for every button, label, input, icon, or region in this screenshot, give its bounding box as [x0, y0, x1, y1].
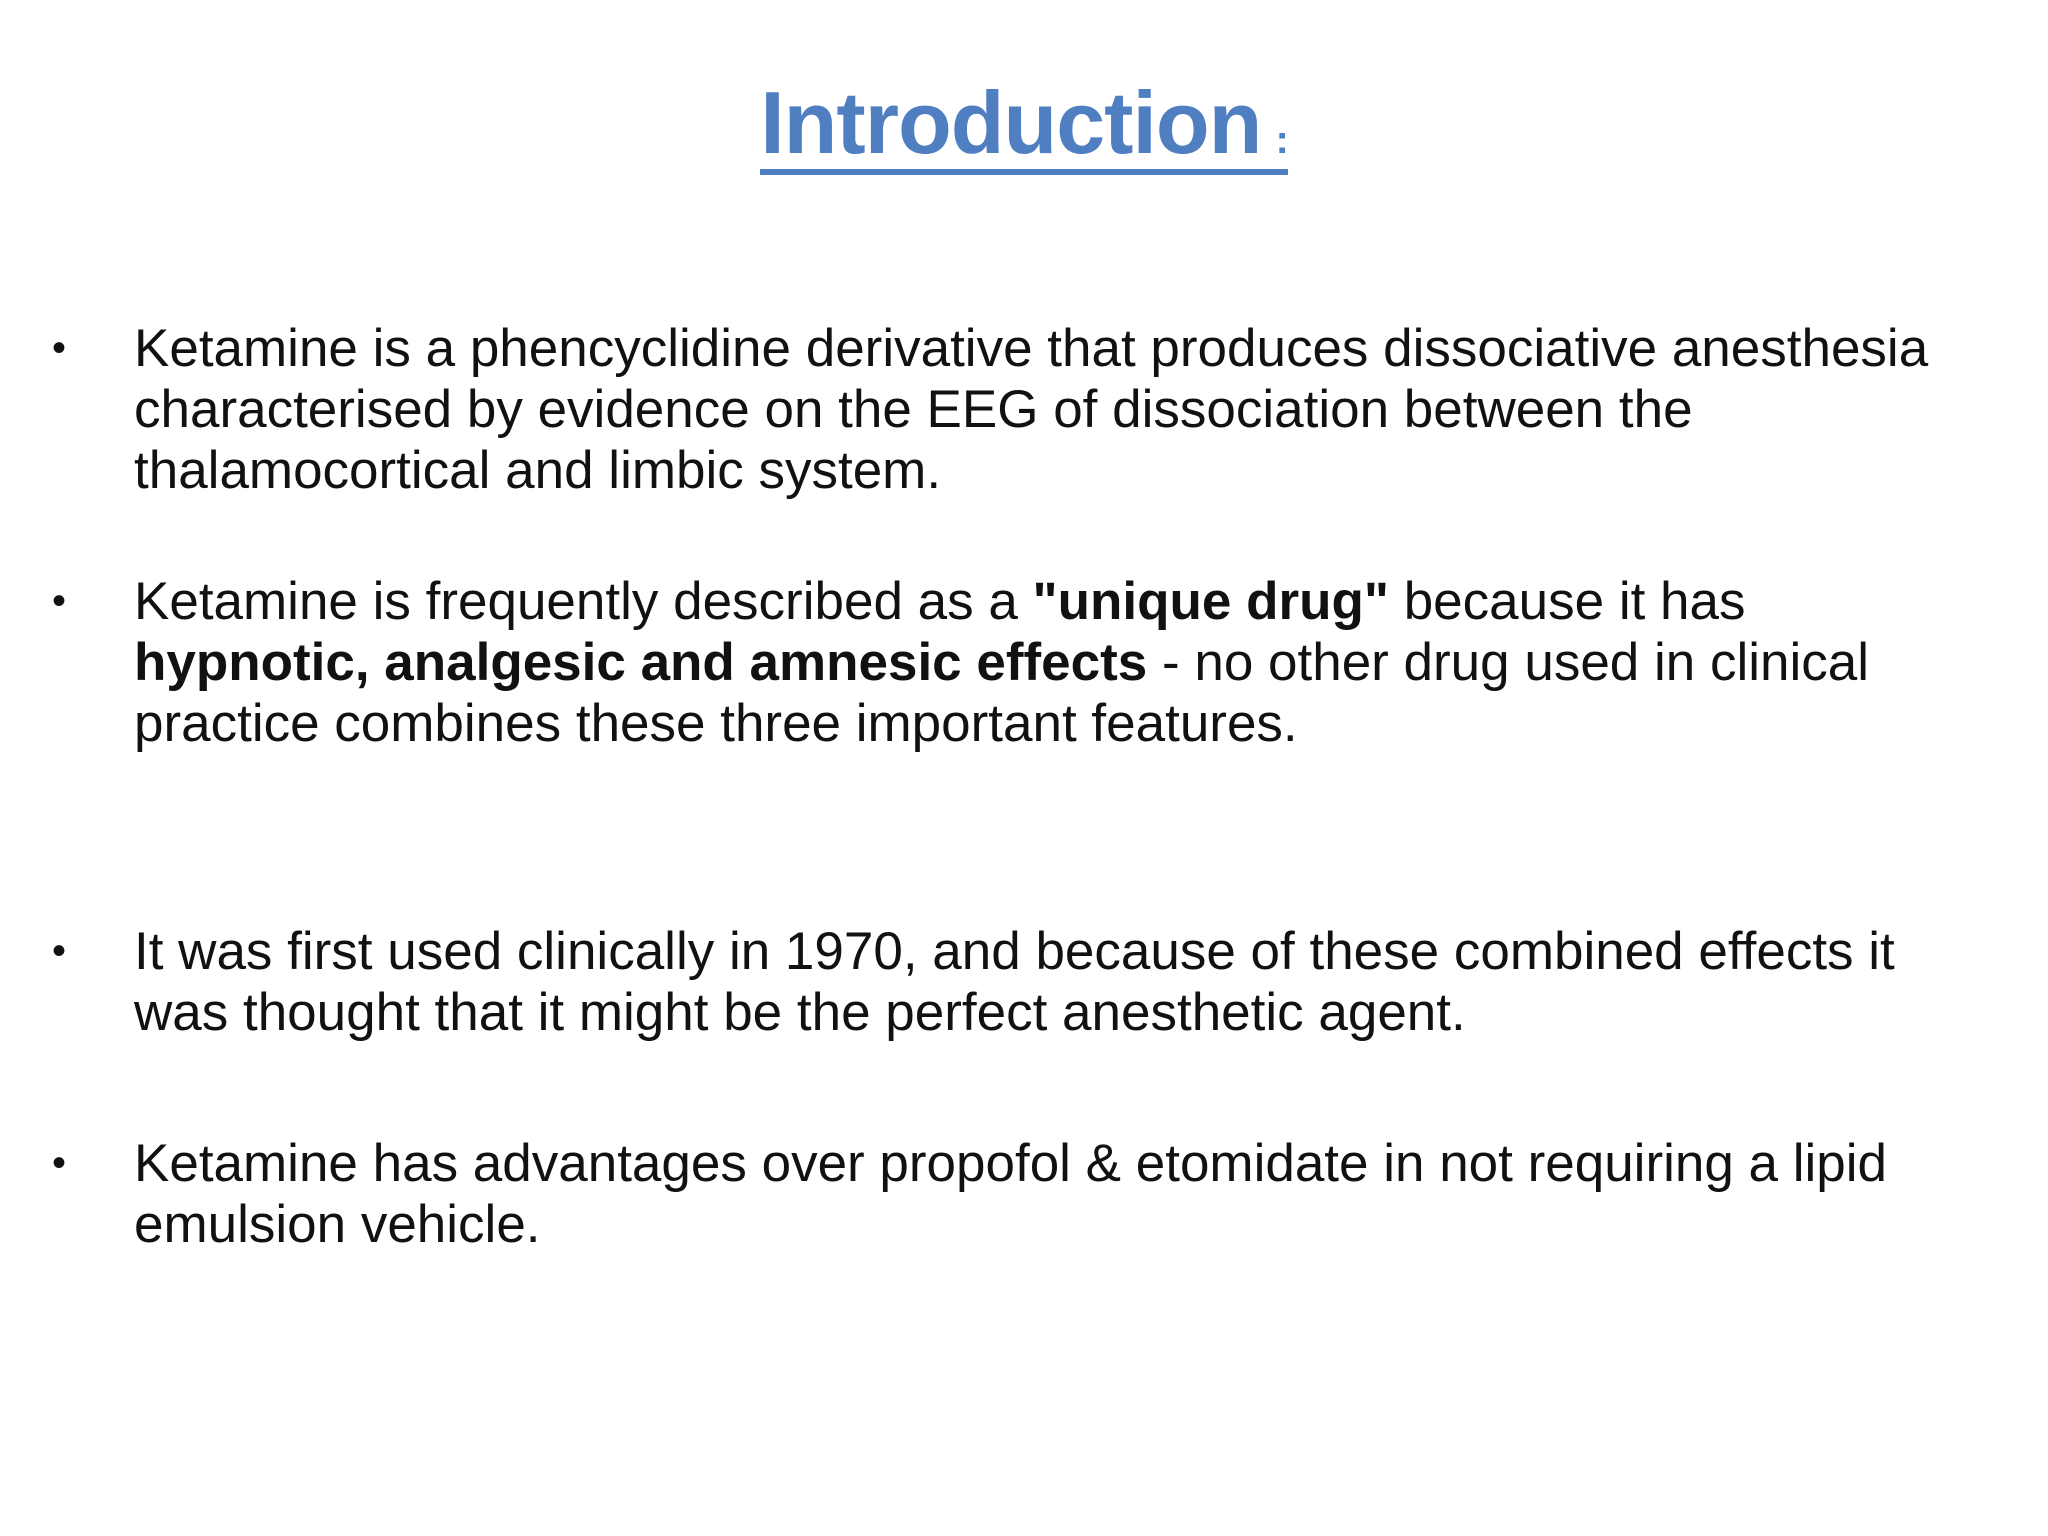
bullet-item	[52, 921, 1982, 1043]
bullet-dot-icon: •	[52, 579, 67, 623]
bullet-dot-icon: •	[52, 326, 67, 370]
title-text: Introduction	[760, 73, 1262, 172]
bullet-list	[52, 318, 1982, 1255]
bullet-text: Ketamine has advantages over propofol & etomidate in not requiring a lipid emulsion vehicle.	[134, 1134, 1888, 1254]
bullet-text: Ketamine is a phencyclidine derivative that produces dissociative anesthesia characterised by evidence on the EEG of dissociation between the thalamocortical and limbic system.	[134, 319, 1929, 500]
bullet-dot-icon: •	[52, 1141, 67, 1185]
bullet-item	[52, 318, 1982, 501]
title-underlined	[760, 73, 1288, 175]
bullet-dot-icon: •	[52, 929, 67, 973]
slide-title	[0, 70, 2048, 176]
bullet-text: because it has	[1388, 572, 1746, 631]
bullet-item	[52, 571, 1982, 754]
bullet-emphasis: "unique drug"	[1032, 572, 1389, 631]
bullet-text: It was first used clinically in 1970, and because of these combined effects it was thought that it might be the perfect anesthetic agent.	[134, 922, 1895, 1042]
title-colon: :	[1275, 118, 1288, 162]
bullet-emphasis: hypnotic, analgesic and amnesic effects	[134, 633, 1148, 692]
bullet-text: - no other drug used in clinical practice combines these three important features.	[134, 633, 1870, 753]
bullet-item	[52, 1133, 1982, 1255]
bullet-text: Ketamine is frequently described as a	[134, 572, 1033, 631]
